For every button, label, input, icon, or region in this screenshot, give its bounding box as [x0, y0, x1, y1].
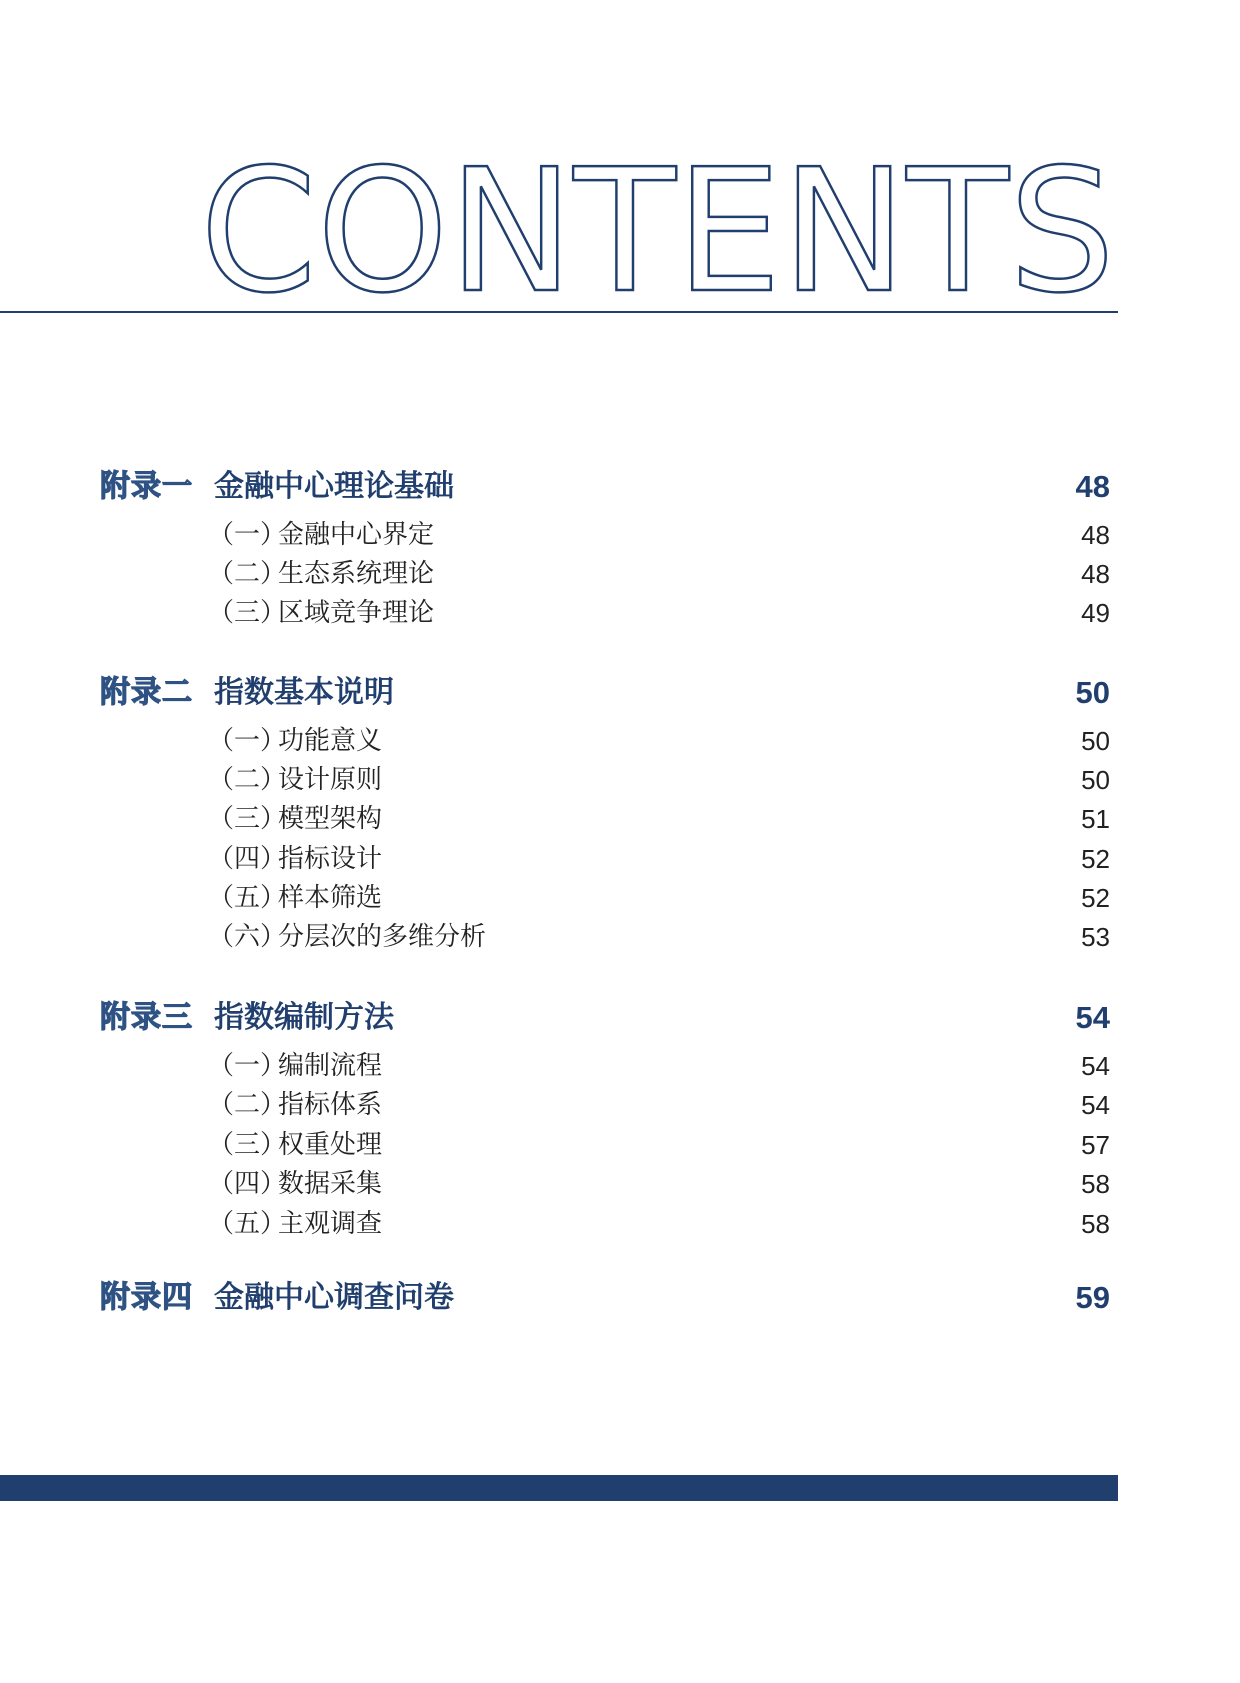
- item-page-number: 50: [1081, 765, 1110, 795]
- item-title: 区域竞争理论: [278, 598, 435, 628]
- appendix-label: 附录一: [100, 469, 193, 504]
- section-title: 金融中心调查问卷: [214, 1280, 454, 1315]
- item-title: 分层次的多维分析: [278, 922, 487, 952]
- item-page-number: 51: [1081, 804, 1110, 834]
- item-page-number: 48: [1081, 559, 1110, 589]
- contents-title-text: CONTENTS: [200, 150, 1115, 300]
- toc-section-appendix-2[interactable]: [100, 671, 1110, 715]
- item-page-number: 57: [1081, 1130, 1110, 1160]
- item-number: （五）: [208, 1209, 287, 1239]
- toc-item[interactable]: [208, 879, 1110, 917]
- item-title: 指标设计: [278, 844, 383, 874]
- section-title: 金融中心理论基础: [214, 469, 454, 504]
- item-title: 指标体系: [278, 1090, 383, 1120]
- toc-item[interactable]: [208, 1047, 1110, 1085]
- item-number: （三）: [208, 804, 287, 834]
- toc-item[interactable]: [208, 1205, 1110, 1243]
- toc-item[interactable]: [208, 516, 1110, 554]
- item-title: 生态系统理论: [278, 559, 435, 589]
- item-page-number: 54: [1081, 1090, 1110, 1120]
- section-page-number: 54: [1075, 1000, 1110, 1035]
- item-page-number: 58: [1081, 1169, 1110, 1199]
- item-title: 编制流程: [278, 1051, 383, 1081]
- item-title: 金融中心界定: [278, 520, 435, 550]
- item-page-number: 48: [1081, 520, 1110, 550]
- section-page-number: 48: [1075, 469, 1110, 504]
- toc-item[interactable]: [208, 761, 1110, 799]
- item-title: 主观调查: [278, 1209, 383, 1239]
- item-page-number: 58: [1081, 1209, 1110, 1239]
- toc-item[interactable]: [208, 1086, 1110, 1124]
- section-title: 指数基本说明: [214, 675, 394, 710]
- item-page-number: 52: [1081, 844, 1110, 874]
- item-page-number: 49: [1081, 598, 1110, 628]
- toc-item[interactable]: [208, 722, 1110, 760]
- item-title: 功能意义: [278, 726, 383, 756]
- toc-item[interactable]: [208, 594, 1110, 632]
- toc-section-appendix-1[interactable]: [100, 465, 1110, 509]
- toc-item[interactable]: [208, 918, 1110, 956]
- appendix-label: 附录三: [100, 1000, 193, 1035]
- item-title: 样本筛选: [278, 883, 383, 913]
- item-title: 设计原则: [278, 765, 383, 795]
- item-number: （二）: [208, 559, 287, 589]
- item-number: （一）: [208, 726, 287, 756]
- item-title: 数据采集: [278, 1169, 383, 1199]
- toc-item[interactable]: [208, 1126, 1110, 1164]
- item-number: （三）: [208, 1130, 287, 1160]
- item-page-number: 54: [1081, 1051, 1110, 1081]
- toc-item[interactable]: [208, 800, 1110, 838]
- toc-item[interactable]: [208, 1165, 1110, 1203]
- item-number: （一）: [208, 1051, 287, 1081]
- item-number: （五）: [208, 883, 287, 913]
- item-number: （一）: [208, 520, 287, 550]
- appendix-label: 附录四: [100, 1280, 193, 1315]
- toc-section-appendix-4[interactable]: [100, 1276, 1110, 1320]
- section-title: 指数编制方法: [214, 1000, 394, 1035]
- appendix-label: 附录二: [100, 675, 193, 710]
- item-title: 权重处理: [278, 1130, 383, 1160]
- item-page-number: 50: [1081, 726, 1110, 756]
- item-number: （二）: [208, 765, 287, 795]
- toc-item[interactable]: [208, 840, 1110, 878]
- title-divider: [0, 311, 1118, 313]
- item-number: （二）: [208, 1090, 287, 1120]
- item-page-number: 53: [1081, 922, 1110, 952]
- item-number: （四）: [208, 844, 287, 874]
- item-page-number: 52: [1081, 883, 1110, 913]
- toc-section-appendix-3[interactable]: [100, 996, 1110, 1040]
- section-page-number: 50: [1075, 675, 1110, 710]
- toc-item[interactable]: [208, 555, 1110, 593]
- item-number: （六）: [208, 922, 287, 952]
- item-number: （四）: [208, 1169, 287, 1199]
- section-page-number: 59: [1075, 1280, 1110, 1315]
- contents-title: [200, 150, 1120, 300]
- footer-bar: [0, 1475, 1118, 1501]
- item-title: 模型架构: [278, 804, 383, 834]
- item-number: （三）: [208, 598, 287, 628]
